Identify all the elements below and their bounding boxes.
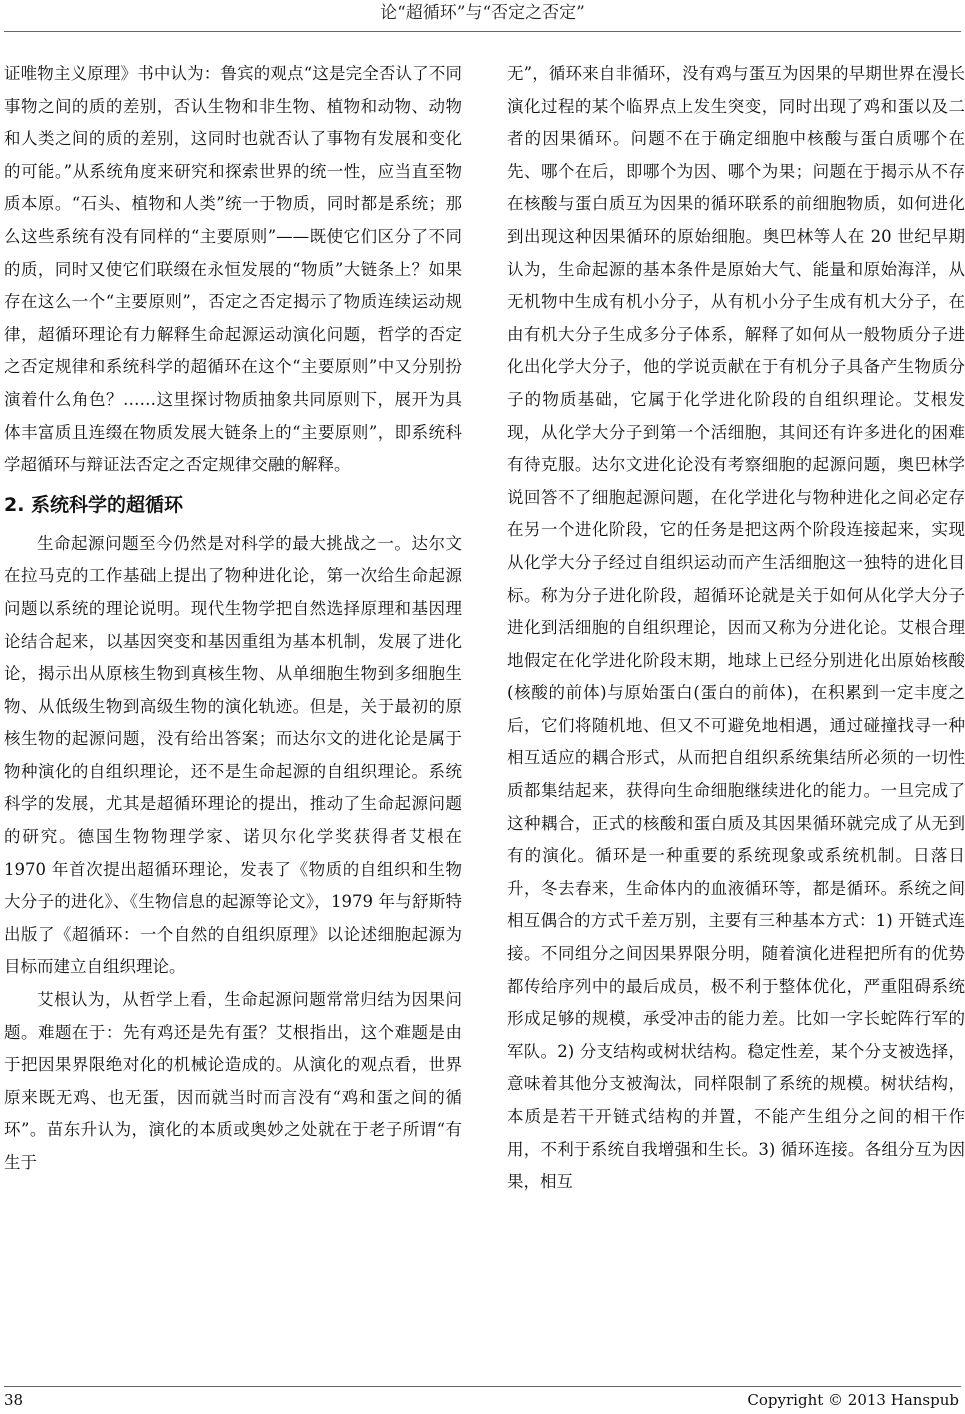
copyright-notice: Copyright © 2013 Hanspub (747, 1391, 959, 1409)
footer-rule (4, 1386, 961, 1387)
running-header: 论“超循环”与“否定之否定” (380, 3, 585, 23)
page-number: 38 (4, 1391, 24, 1409)
left-column (4, 58, 462, 1358)
right-column (507, 58, 965, 1358)
header-rule (4, 31, 961, 32)
paragraph-origin-of-life: 生命起源问题至今仍然是对科学的最大挑战之一。达尔文在拉马克的工作基础上提出了物种进化论，第一次给生命起源问题以系统的理论说明。现代生物学把自然选择原理和基因理论结合起来，以基因突变和基因重组为基本机制，发展了进化论，揭示出从原核生物到真核生物、从单细胞生物到多细胞生物、从低级生物到高级生物的演化轨迹。但是，关于最初的原核生物的起源问题，没有给出答案；而达尔文的进化论是属于物种演化的自组织理论，还不是生命起源的自组织理论。系统科学的发展，尤其是超循环理论的提出，推动了生命起源问题的研究。德国生物物理学家、诺贝尔化学奖获得者艾根在 1970 年首次提出超循环理论，发表了《物质的自组织和生物大分子的进化》、《生物信息的起源等论文》，1979 年与舒斯特出版了《超循环：一个自然的自组织原理》以论述细胞起源为目标而建立自组织理论。 (4, 533, 462, 977)
paragraph-hypercycle-continued: 无”，循环来自非循环，没有鸡与蛋互为因果的早期世界在漫长演化过程的某个临界点上发生突变，同时出现了鸡和蛋以及二者的因果循环。问题不在于确定细胞中核酸与蛋白质哪个在先、哪个在后，即哪个为因、哪个为果；问题在于揭示从不存在核酸与蛋白质互为因果的循环联系的前细胞物质，如何进化到出现这种因果循环的原始细胞。奥巴林等人在 20 世纪早期认为，生命起源的基本条件是原始大气、能量和原始海洋，从无机物中生成有机小分子，从有机小分子生成有机大分子，在由有机大分子生成多分子体系，解释了如何从一般物质分子进化出化学大分子，他的学说贡献在于有机分子具备产生物质分子的物质基础，它属于化学进化阶段的自组织理论。艾根发现，从化学大分子到第一个活细胞，其间还有许多进化的困难有待克服。达尔文进化论没有考察细胞的起源问题，奥巴林学说回答不了细胞起源问题，在化学进化与物种进化之间必定存在另一个进化阶段，它的任务是把这两个阶段连接起来，实现从化学大分子经过自组织运动而产生活细胞这一独特的进化目标。称为分子进化阶段，超循环论就是关于如何从化学大分子进化到活细胞的自组织理论，因而又称为分进化论。艾根合理地假定在化学进化阶段末期，地球上已经分别进化出原始核酸(核酸的前体)与原始蛋白(蛋白的前体)，在积累到一定丰度之后，它们将随机地、但又不可避免地相遇，通过碰撞找寻一种相互适应的耦合形式，从而把自组织系统集结所必须的一切性质都集结起来，获得向生命细胞继续进化的能力。一旦完成了这种耦合，正式的核酸和蛋白质及其因果循环就完成了从无到有的演化。循环是一种重要的系统现象或系统机制。日落日升，冬去春来，生命体内的血液循环等，都是循环。系统之间相互偶合的方式千差万别，主要有三种基本方式：1) 开链式连接。不同组分之间因果界限分明，随着演化进程把所有的优势都传给序列中的最后成员，极不利于整体优化，严重阻碍系统形成足够的规模，承受冲击的能力差。比如一字长蛇阵行军的军队。2) 分支结构或树状结构。稳定性差，某个分支被选择，意味着其他分支被淘汰，同样限制了系统的规模。树状结构，本质是若干开链式结构的并置，不能产生组分之间的相干作用，不利于系统自我增强和生长。3) 循环连接。各组分互为因果，相互 (507, 64, 965, 1192)
paragraph-continued: 证唯物主义原理》书中认为：鲁宾的观点“这是完全否认了不同事物之间的质的差别，否认生物和非生物、植物和动物、动物和人类之间的质的差别，这同时也就否认了事物有发展和变化的可能。”从系统角度来研究和探索世界的统一性，应当直至物质本原。“石头、植物和人类”统一于物质，同时都是系统；那么这些系统有没有同样的“主要原则”——既使它们区分了不同的质，同时又使它们联缀在永恒发展的“物质”大链条上？如果存在这么一个“主要原则”，否定之否定揭示了物质连续运动规律，超循环理论有力解释生命起源运动演化问题，哲学的否定之否定规律和系统科学的超循环在这个“主要原则”中又分别扮演着什么角色？……这里探讨物质抽象共同原则下，展开为具体丰富质且连缀在物质发展大链条上的“主要原则”，即系统科学超循环与辩证法否定之否定规律交融的解释。 (4, 64, 462, 475)
paragraph-eigen-causality: 艾根认为，从哲学上看，生命起源问题常常归结为因果问题。难题在于：先有鸡还是先有蛋？艾根指出，这个难题是由于把因果界限绝对化的机械论造成的。从演化的观点看，世界原来既无鸡、也无蛋，因而就当时而言没有“鸡和蛋之间的循环”。苗东升认为，演化的本质或奥妙之处就在于老子所谓“有生于 (4, 990, 462, 1172)
section-heading: 2. 系统科学的超循环 (4, 493, 184, 516)
